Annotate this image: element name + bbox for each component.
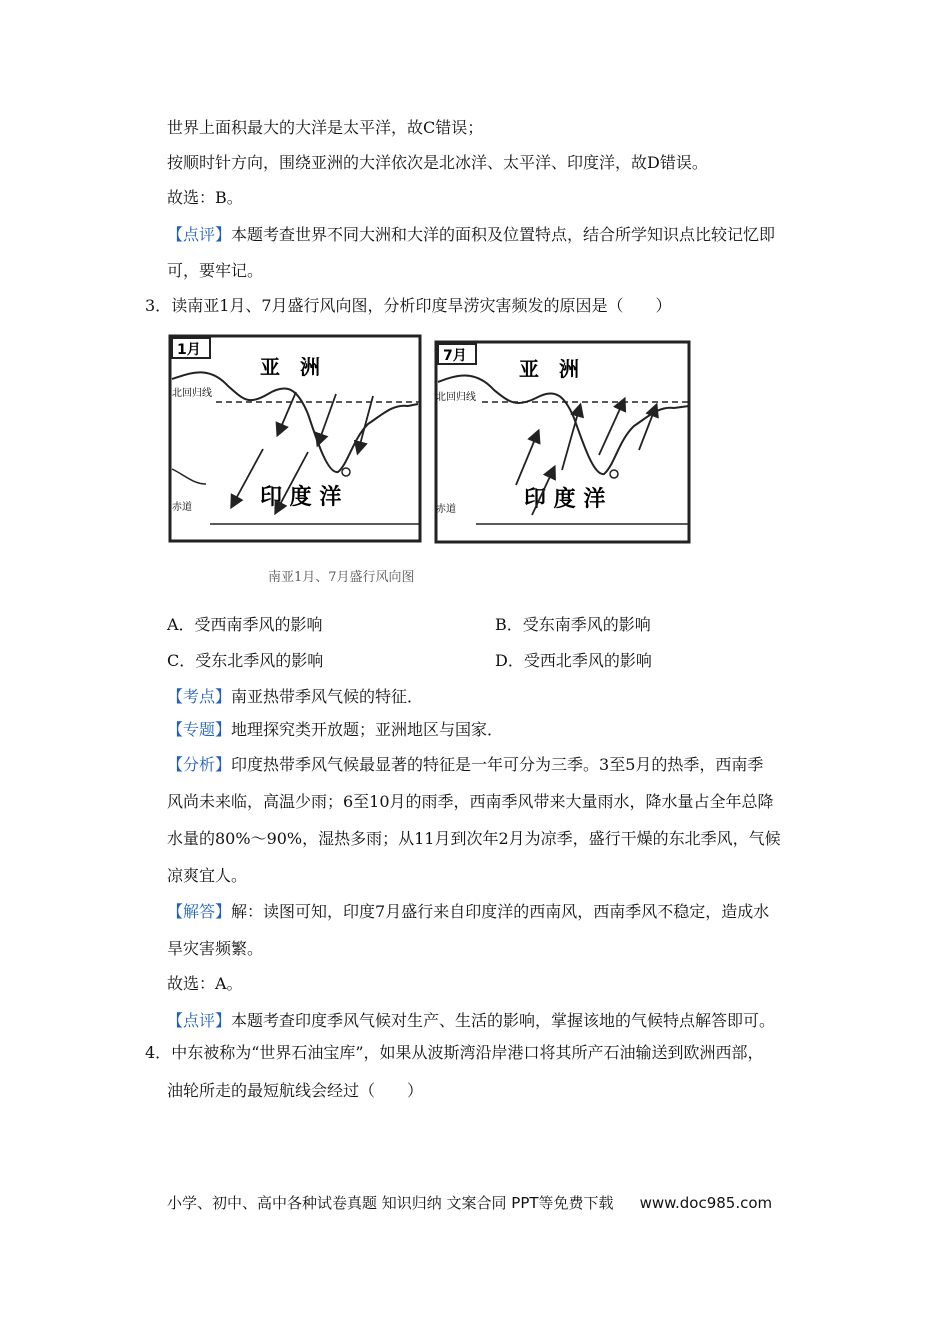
jieda-line-2: 旱灾害频繁。	[167, 939, 264, 958]
fenxi-tag: 【分析】	[167, 755, 232, 774]
fenxi-line-4: 凉爽宜人。	[167, 866, 248, 885]
footer-url[interactable]: www.doc985.com	[639, 1194, 773, 1212]
kaodian-text: 南亚热带季风气候的特征．	[231, 687, 424, 706]
jan-ocean-label: 印 度 洋	[260, 485, 342, 510]
fenxi	[167, 755, 763, 775]
kaodian	[167, 687, 423, 707]
question-4-stem	[145, 1043, 764, 1063]
monsoon-maps	[168, 334, 693, 549]
monsoon-figure	[168, 334, 693, 553]
review-tag: 【点评】	[167, 225, 232, 244]
question-3-stem	[145, 296, 672, 316]
fenxi-line-3: 水量的80%～90%，湿热多雨；从11月到次年2月为凉季，盛行干燥的东北季风，气候	[167, 829, 781, 848]
option-b[interactable]: B．受东南季风的影响	[495, 615, 651, 634]
question-4-stem-cont: 油轮所走的最短航线会经过（ ）	[167, 1081, 424, 1100]
option-d[interactable]: D．受西北季风的影响	[495, 651, 652, 670]
prev-review	[167, 225, 775, 245]
july-map	[436, 342, 689, 542]
jieda	[167, 902, 769, 922]
prev-line-1: 世界上面积最大的大洋是太平洋，故C错误；	[167, 118, 484, 137]
question-text: 中东被称为“世界石油宝库”，如果从波斯湾沿岸港口将其所产石油输送到欧洲西部，	[171, 1043, 764, 1062]
question-number: 4．	[145, 1043, 172, 1062]
q3-review-tag: 【点评】	[167, 1011, 232, 1030]
q3-review	[167, 1011, 775, 1031]
zhuanti-text: 地理探究类开放题；亚洲地区与国家．	[231, 720, 504, 739]
jieda-tag: 【解答】	[167, 902, 232, 921]
q3-review-text: 本题考查印度季风气候对生产、生活的影响，掌握该地的气候特点解答即可。	[231, 1011, 776, 1030]
q3-answer: 故选：A。	[167, 974, 243, 993]
fenxi-text: 印度热带季风气候最显著的特征是一年可分为三季。3至5月的热季，西南季	[231, 755, 764, 774]
option-a[interactable]: A．受西南季风的影响	[167, 615, 323, 634]
january-map	[170, 336, 420, 541]
fenxi-line-2: 风尚未来临，高温少雨；6至10月的雨季，西南季风带来大量雨水，降水量占全年总降	[167, 792, 774, 811]
zhuanti-tag: 【专题】	[167, 720, 232, 739]
prev-answer: 故选：B。	[167, 188, 243, 207]
jul-label: 7月	[443, 348, 467, 364]
prev-line-2: 按顺时针方向，围绕亚洲的大洋依次是北冰洋、太平洋、印度洋，故D错误。	[167, 153, 708, 172]
jul-equator-label: 赤道	[436, 504, 456, 515]
kaodian-tag: 【考点】	[167, 687, 232, 706]
page-footer	[167, 1192, 772, 1213]
jan-label: 1月	[177, 342, 201, 358]
question-text: 读南亚1月、7月盛行风向图，分析印度旱涝灾害频发的原因是（ ）	[171, 296, 672, 315]
figure-caption: 南亚1月、7月盛行风向图	[268, 570, 415, 585]
jul-tropic-label: 北回归线	[436, 392, 476, 403]
jan-tropic-label: 北回归线	[172, 388, 212, 399]
jan-asia-label: 亚 洲	[260, 355, 320, 379]
footer-text: 小学、初中、高中各种试卷真题 知识归纳 文案合同 PPT等免费下载	[167, 1194, 614, 1212]
question-number: 3．	[145, 296, 172, 315]
jul-asia-label: 亚 洲	[519, 357, 579, 381]
review-text: 本题考查世界不同大洲和大洋的面积及位置特点，结合所学知识点比较记忆即	[231, 225, 776, 244]
option-c[interactable]: C．受东北季风的影响	[167, 651, 324, 670]
jan-equator-label: 赤道	[172, 502, 192, 513]
jieda-text: 解：读图可知，印度7月盛行来自印度洋的西南风，西南季风不稳定，造成水	[231, 902, 770, 921]
prev-review-cont: 可，要牢记。	[167, 261, 264, 280]
jul-ocean-label: 印 度 洋	[524, 487, 606, 512]
zhuanti	[167, 720, 503, 740]
